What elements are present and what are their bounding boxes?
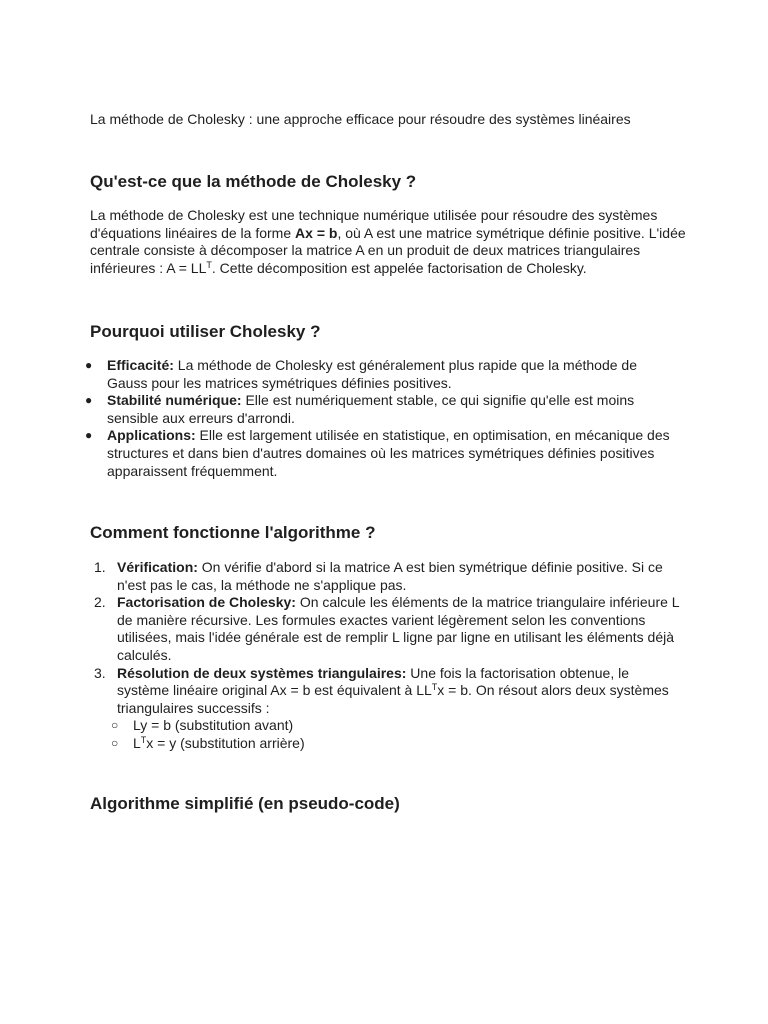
item-label: Vérification: (117, 559, 198, 575)
list-item (90, 594, 680, 664)
intro-text-part3: . Cette décomposition est appelée factorisation de Cholesky. (211, 259, 587, 276)
item-text: Elle est numériquement stable, ce qui signifie qu'elle est moins sensible aux erreurs d'arrondi. (107, 392, 635, 426)
equation-bold: Ax = b (295, 224, 338, 241)
sub-list (111, 717, 680, 752)
algorithm-steps-list (90, 559, 680, 753)
item-label: Efficacité: (107, 357, 174, 373)
sub-item-text: Ly = b (substitution avant) (133, 717, 294, 734)
item-text-b: x = b. On résout alors deux systèmes triangulaires successifs : (117, 682, 669, 716)
bullet-icon: ● (85, 428, 93, 443)
sub-list-item (111, 717, 680, 735)
section-heading-pseudo-code: Algorithme simplifié (en pseudo-code) (90, 794, 400, 813)
transpose-superscript: T (140, 734, 147, 745)
document-title: La méthode de Cholesky : une approche efficace pour résoudre des systèmes linéaires (90, 111, 631, 127)
step-number: 1. (94, 559, 106, 575)
step-number: 2. (94, 594, 106, 611)
section-heading-what-is: Qu'est-ce que la méthode de Cholesky ? (90, 172, 417, 191)
intro-text-part1: La méthode de Cholesky est une technique numérique utilisée pour résoudre des systèmes d'équations linéaires de la forme (90, 207, 658, 241)
item-text: On calcule les éléments de la matrice triangulaire inférieure L de manière récursive. Les formules exactes varient légèrement selon les conventions utilisées, mais l'idée générale est de remplir L ligne par ligne en utilisant les éléments déjà calculés. (117, 594, 680, 663)
list-item (85, 392, 680, 427)
item-label: Stabilité numérique: (107, 392, 242, 409)
why-bullet-list (85, 357, 680, 480)
item-label: Factorisation de Cholesky: (117, 594, 296, 611)
circle-bullet-icon: ○ (111, 735, 119, 750)
section-heading-why: Pourquoi utiliser Cholesky ? (90, 322, 321, 341)
item-text: La méthode de Cholesky est généralement plus rapide que la méthode de Gauss pour les matrices symétriques définies positives. (107, 357, 638, 391)
item-label: Applications: (107, 427, 196, 444)
sub-item-text-b: x = y (substitution arrière) (146, 734, 305, 751)
section-heading-how: Comment fonctionne l'algorithme ? (90, 523, 376, 542)
item-text: On vérifie d'abord si la matrice A est bien symétrique définie positive. Si ce n'est pas le cas, la méthode ne s'applique pas. (117, 559, 663, 593)
intro-paragraph (90, 207, 690, 277)
item-text: Elle est largement utilisée en statistique, en optimisation, en mécanique des structures et dans bien d'autres domaines où les matrices symétriques définies positives apparaissent fréquemment. (107, 427, 670, 479)
bullet-icon: ● (85, 358, 93, 372)
list-item (85, 357, 680, 392)
list-item (90, 559, 680, 594)
transpose-superscript: T (431, 682, 438, 693)
intro-text-part2: , où A est une matrice symétrique définie positive. L'idée centrale consiste à décomposer la matrice A en un produit de deux matrices triangulaires inférieures : A = LL (90, 224, 686, 276)
sub-list-item (111, 734, 680, 753)
bullet-icon: ● (85, 393, 93, 408)
sub-item-text-a: L (133, 734, 141, 751)
transpose-superscript: T (206, 259, 212, 270)
item-label: Résolution de deux systèmes triangulaires: (117, 664, 407, 681)
item-text-a: Une fois la factorisation obtenue, le système linéaire original Ax = b est équivalent à LL (117, 664, 629, 699)
list-item (90, 665, 680, 753)
circle-bullet-icon: ○ (111, 718, 119, 733)
step-number: 3. (94, 664, 106, 681)
list-item (85, 427, 680, 480)
